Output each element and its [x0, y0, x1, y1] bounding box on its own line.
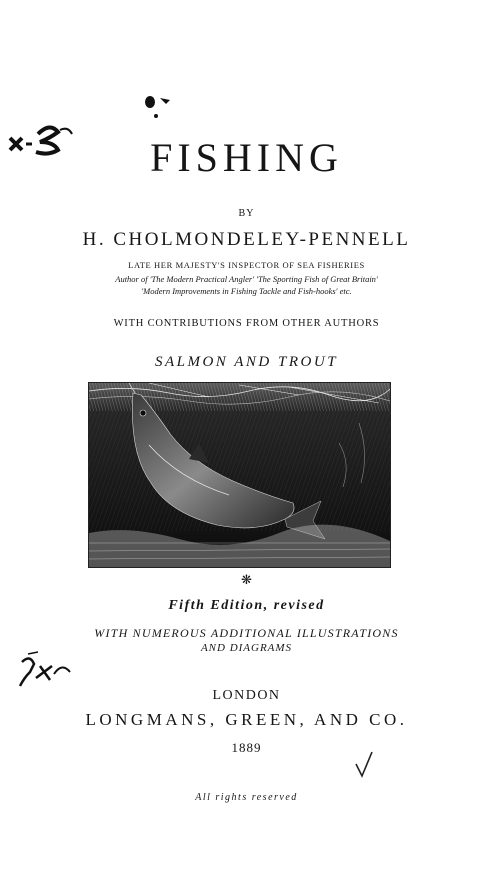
place-of-publication: LONDON	[212, 688, 281, 703]
pencil-check-mark	[354, 750, 376, 780]
ornament-asterism: ❋	[241, 572, 252, 587]
publication-year: 1889	[231, 740, 262, 755]
by-line: BY	[238, 208, 255, 219]
author-position: LATE HER MAJESTY'S INSPECTOR OF SEA FISHERIES	[128, 260, 365, 270]
fish-engraving	[88, 382, 391, 568]
author-name: H. CHOLMONDELEY-PENNELL	[82, 229, 411, 250]
illustrations-line-2: AND DIAGRAMS	[200, 642, 293, 654]
book-title: FISHING	[150, 135, 343, 180]
publisher-name: LONGMANS, GREEN, AND CO.	[85, 710, 408, 729]
contributions-line: WITH CONTRIBUTIONS FROM OTHER AUTHORS	[113, 318, 380, 329]
edition-statement: Fifth Edition, revised	[168, 598, 325, 613]
handwritten-scrawl-mark	[16, 648, 82, 692]
illustrations-line-1: WITH NUMEROUS ADDITIONAL ILLUSTRATIONS	[94, 626, 399, 640]
author-works-line-2: 'Modern Improvements in Fishing Tackle and Fish-hooks' etc.	[141, 286, 352, 296]
author-works-line-1: Author of 'The Modern Practical Angler' 'The Sporting Fish of Great Britain'	[115, 274, 378, 284]
trout-underwater-illustration	[89, 383, 390, 567]
ink-blot-mark	[136, 92, 182, 122]
subject-line: SALMON AND TROUT	[154, 354, 339, 370]
rights-notice: All rights reserved	[195, 792, 298, 803]
